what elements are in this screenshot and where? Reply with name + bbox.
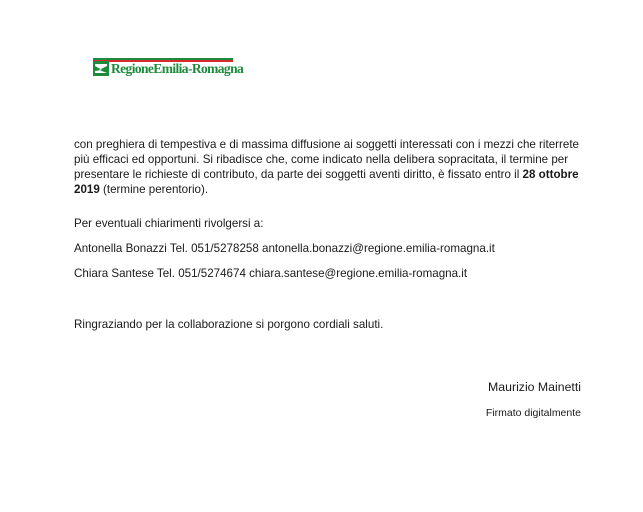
deadline-date: 28 ottobre xyxy=(522,168,579,181)
signatory-name: Maurizio Mainetti xyxy=(488,380,581,394)
digital-signature-note: Firmato digitalmente xyxy=(485,407,581,419)
contacts-intro: Per eventuali chiarimenti rivolgersi a: xyxy=(74,217,264,230)
logo-wordmark: RegioneEmilia-Romagna xyxy=(111,61,244,76)
region-logo xyxy=(93,58,244,80)
paragraph-line xyxy=(74,182,589,197)
region-flag-icon xyxy=(93,61,109,76)
deadline-text: presentare le richieste di contributo, da parte dei soggetti aventi diritto, è fissato entro il xyxy=(74,168,523,181)
deadline-note: (termine perentorio). xyxy=(99,183,209,196)
paragraph-line: più efficaci ed opportuni. Si ribadisce che, come indicato nella delibera sopracitata, il termine per xyxy=(74,153,569,166)
closing-greeting: Ringraziando per la collaborazione si porgono cordiali saluti. xyxy=(74,318,384,331)
body-paragraph xyxy=(74,137,589,197)
deadline-year: 2019 xyxy=(74,183,100,196)
paragraph-line: con preghiera di tempestiva e di massima diffusione ai soggetti interessati con i mezzi che riterrete xyxy=(74,138,580,151)
contact-santese: Chiara Santese Tel. 051/5274674 chiara.santese@regione.emilia-romagna.it xyxy=(74,267,468,280)
paragraph-line xyxy=(74,167,589,182)
contact-bonazzi: Antonella Bonazzi Tel. 051/5278258 antonella.bonazzi@regione.emilia-romagna.it xyxy=(74,242,495,255)
